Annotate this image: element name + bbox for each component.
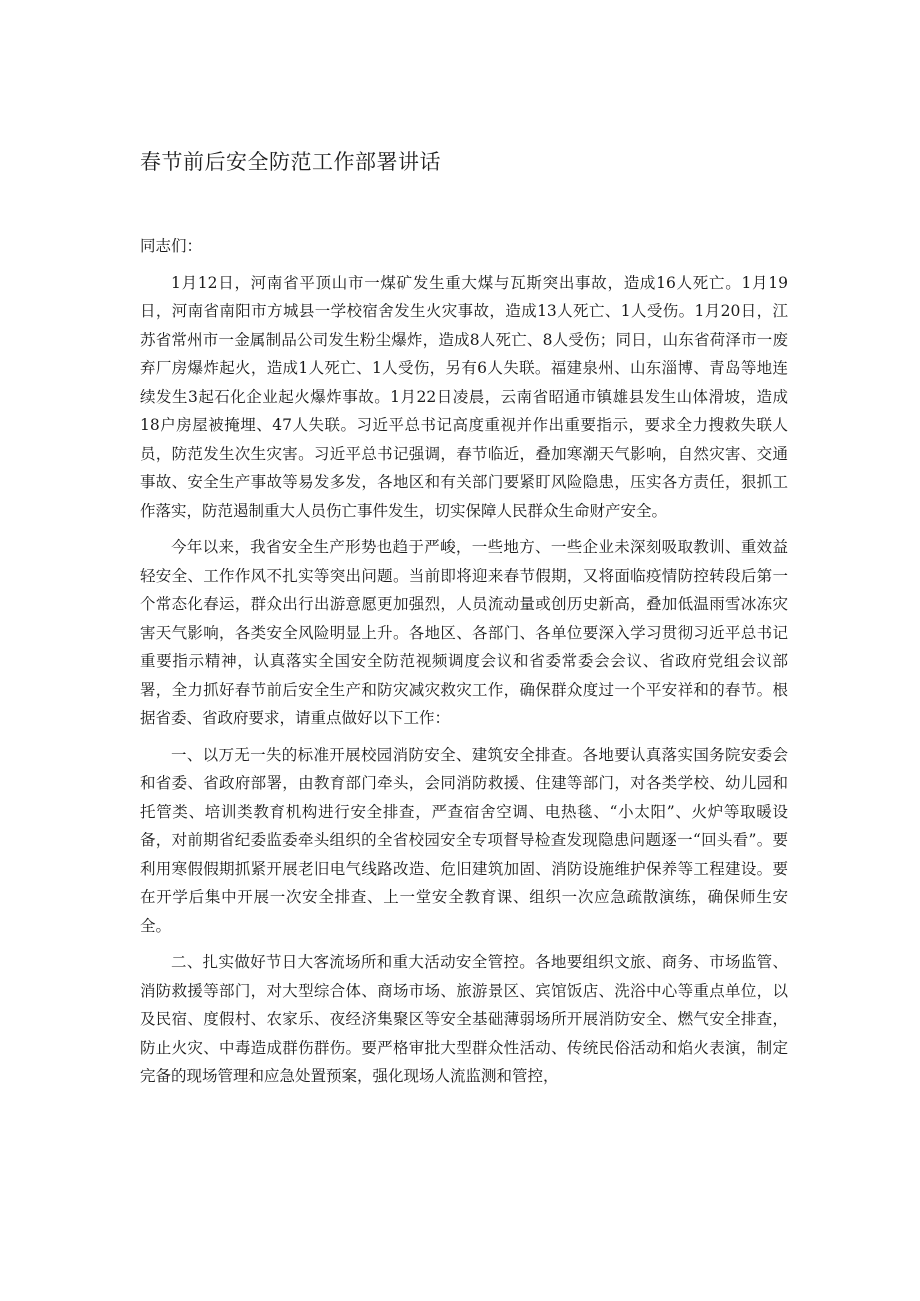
greeting: 同志们： (140, 237, 203, 255)
paragraph-school-safety: 一、以万无一失的标准开展校园消防安全、建筑安全排查。各地要认真落实国务院安委会和省委、省政府部署，由教育部门牵头，会同消防救援、住建等部门，对各类学校、幼儿园和托管类、培训类教育机构进行安全排查，严查宿舍空调、电热毯、“小太阳”、火炉等取暖设备，对前期省纪委监委牵头组织的全省校园安全专项督导检查发现隐患问题逐一“回头看”。要利用寒假假期抓紧开展老旧电气线路改造、危旧建筑加固、消防设施维护保养等工程建设。要在开学后集中开展一次安全排查、上一堂安全教育课、组织一次应急疏散演练，确保师生安全。 (140, 745, 788, 935)
document-title: 春节前后安全防范工作部署讲话 (140, 150, 441, 174)
paragraph-crowd-safety: 二、扎实做好节日大客流场所和重大活动安全管控。各地要组织文旅、商务、市场监管、消防救援等部门，对大型综合体、商场市场、旅游景区、宾馆饭店、洗浴中心等重点单位，以及民宿、度假村、农家乐、夜经济集聚区等安全基础薄弱场所开展消防安全、燃气安全排查，防止火灾、中毒造成群伤群伤。要严格审批大型群众性活动、传统民俗活动和焰火表演，制定完备的现场管理和应急处置预案，强化现场人流监测和管控， (140, 953, 788, 1085)
document-body (140, 232, 788, 1099)
paragraph-incidents: 1月12日，河南省平顶山市一煤矿发生重大煤与瓦斯突出事故，造成16人死亡。1月19日，河南省南阳市方城县一学校宿舍发生火灾事故，造成13人死亡、1人受伤。1月20日，江苏省常州市一金属制品公司发生粉尘爆炸，造成8人死亡、8人受伤；同日，山东省荷泽市一废弃厂房爆炸起火，造成1人死亡、1人受伤，另有6人失联。福建泉州、山东淄博、青岛等地连续发生3起石化企业起火爆炸事故。1月22日凌晨，云南省昭通市镇雄县发生山体滑坡，造成18户房屋被掩埋、47人失联。习近平总书记高度重视并作出重要指示，要求全力搜救失联人员，防范发生次生灾害。习近平总书记强调，春节临近，叠加寒潮天气影响，自然灾害、交通事故、安全生产事故等易发多发，各地区和有关部门要紧盯风险隐患，压实各方责任，狠抓工作落实，防范遏制重大人员伤亡事件发生，切实保障人民群众生命财产安全。 (140, 273, 788, 520)
paragraph-situation: 今年以来，我省安全生产形势也趋于严峻，一些地方、一些企业未深刻吸取教训、重效益轻安全、工作作风不扎实等突出问题。当前即将迎来春节假期，又将面临疫情防控转段后第一个常态化春运，群众出行出游意愿更加强烈，人员流动量或创历史新高，叠加低温雨雪冰冻灾害天气影响，各类安全风险明显上升。各地区、各部门、各单位要深入学习贯彻习近平总书记重要指示精神，认真落实全国安全防范视频调度会议和省委常委会会议、省政府党组会议部署，全力抓好春节前后安全生产和防灾减灾救灾工作，确保群众度过一个平安祥和的春节。根据省委、省政府要求，请重点做好以下工作： (140, 538, 788, 727)
